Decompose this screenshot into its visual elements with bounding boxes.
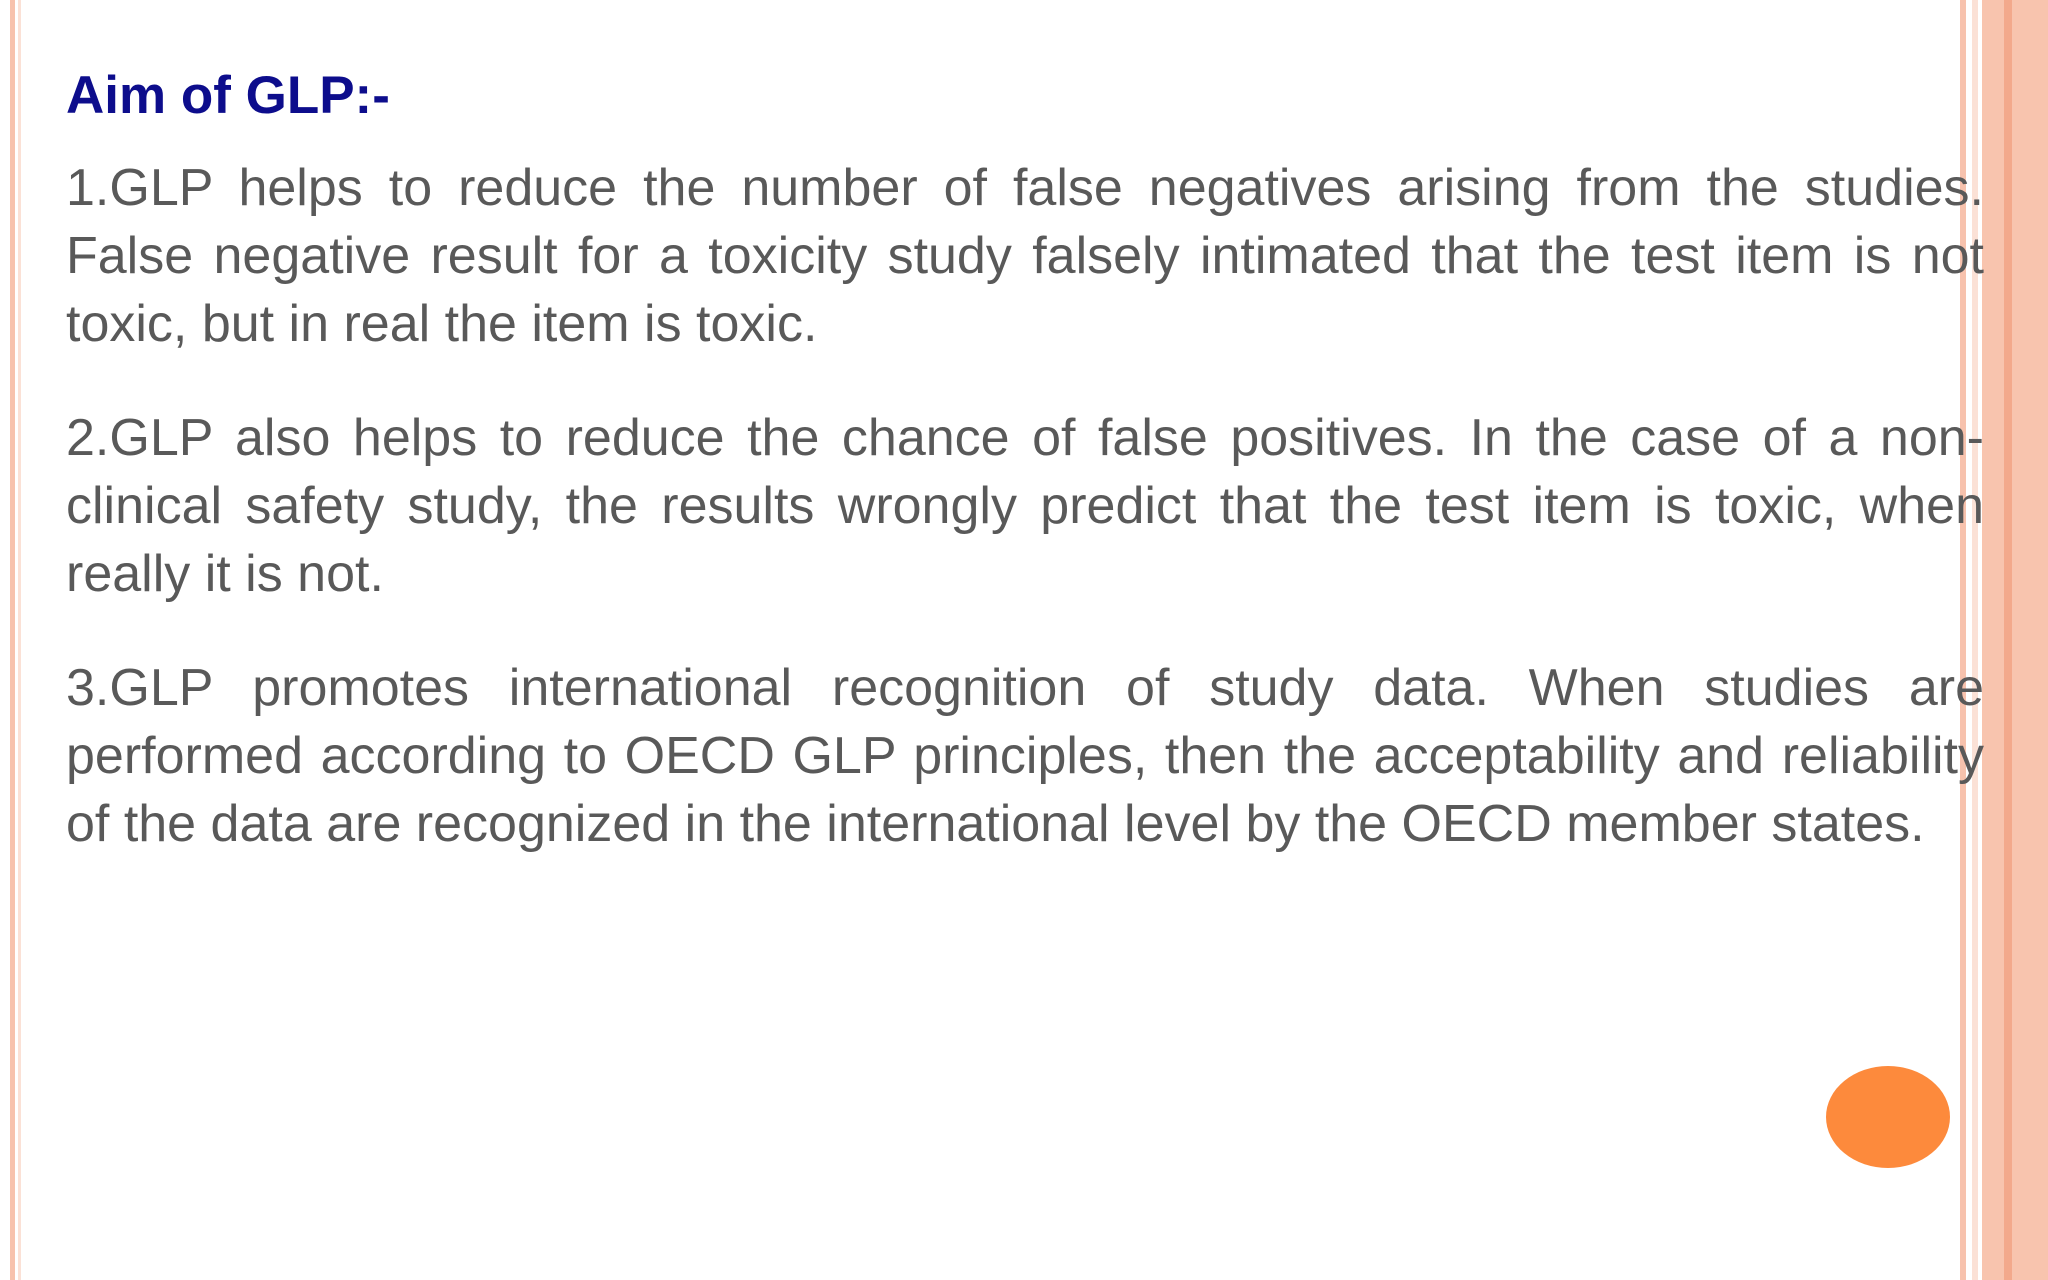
point-1: 1.GLP helps to reduce the number of false negatives arising from the studies. False negative result for a toxicity study falsely intimated that the test item is not toxic, but in real the item is toxic. — [66, 159, 1984, 353]
left-border-stripe — [10, 0, 15, 1280]
slide-title: Aim of GLP:- — [66, 66, 390, 125]
slide-content — [66, 60, 1984, 904]
left-border-stripe-light — [18, 0, 21, 1280]
point-2: 2.GLP also helps to reduce the chance of false positives. In the case of a non-clinical safety study, the results wrongly predict that the test item is toxic, when really it is not. — [66, 409, 1984, 603]
point-3: 3.GLP promotes international recognition of study data. When studies are performed according to OECD GLP principles, then the acceptability and reliability of the data are recognized in the international level by the OECD member states. — [66, 659, 1984, 853]
right-border-band — [1982, 0, 2048, 1280]
decorative-circle-icon — [1826, 1066, 1950, 1168]
